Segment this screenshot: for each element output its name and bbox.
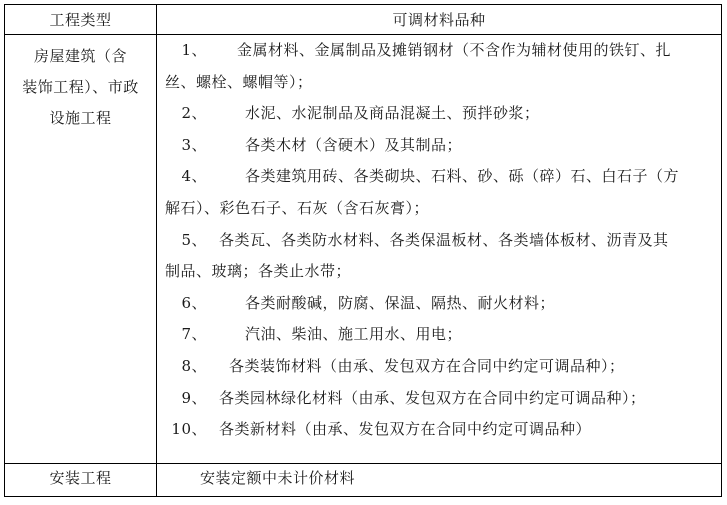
item-text: 各类耐酸碱，防腐、保温、隔热、耐火材料； <box>245 293 556 312</box>
item-text: 各类瓦、各类防水材料、各类保温板材、各类墙体板材、沥青及其 <box>219 230 669 249</box>
item-number: 5、 <box>181 230 207 249</box>
category-building-municipal <box>5 41 156 134</box>
installation-materials: 安装定额中未计价材料 <box>200 469 356 487</box>
material-item-continuation <box>163 67 715 99</box>
item-text: 各类装饰材料（由承、发包双方在合同中约定可调品种）； <box>229 356 625 375</box>
material-item-continuation <box>163 193 715 225</box>
category-line: 房屋建筑（含 <box>33 47 127 65</box>
item-text: 金属材料、金属制品及摊销钢材（不含作为辅材使用的铁钉、扎 <box>237 41 672 59</box>
item-number: 7、 <box>181 325 207 344</box>
item-text: 各类园林绿化材料（由承、发包双方在合同中约定可调品种）； <box>219 388 646 407</box>
header-project-type: 工程类型 <box>49 11 112 29</box>
item-text: 水泥、水泥制品及商品混凝土、预拌砂浆； <box>245 104 540 123</box>
category-line: 装饰工程）、市政 <box>22 78 139 96</box>
material-item <box>163 383 715 415</box>
item-number: 8、 <box>181 356 207 375</box>
item-text: 各类建筑用砖、各类砌块、石料、砂、砾（碎）石、白石子（方 <box>245 167 680 186</box>
item-text: 解石）、彩色石子、石灰（含石灰膏）； <box>165 198 430 217</box>
material-list <box>163 35 715 446</box>
item-text: 各类木材（含硬木）及其制品； <box>245 135 463 154</box>
item-number: 10、 <box>171 420 207 439</box>
header-material-types: 可调材料品种 <box>392 11 486 29</box>
material-item <box>163 161 715 193</box>
row-divider <box>5 463 721 464</box>
item-number: 2、 <box>181 104 207 123</box>
material-item-continuation <box>163 256 715 288</box>
material-item <box>163 414 715 446</box>
item-number: 9、 <box>181 388 207 407</box>
material-item <box>163 130 715 162</box>
material-item <box>163 319 715 351</box>
material-item <box>163 351 715 383</box>
item-number: 1、 <box>181 41 207 59</box>
material-item <box>163 225 715 257</box>
item-text: 丝、螺栓、螺帽等）； <box>165 72 313 91</box>
materials-table <box>4 4 722 497</box>
column-divider <box>156 5 157 496</box>
material-item <box>163 35 715 67</box>
item-text: 各类新材料（由承、发包双方在合同中约定可调品种） <box>219 420 592 439</box>
item-number: 3、 <box>181 135 207 154</box>
category-line: 设施工程 <box>49 109 112 127</box>
item-text: 制品、玻璃；各类止水带； <box>165 262 352 281</box>
item-number: 6、 <box>181 293 207 312</box>
item-number: 4、 <box>181 167 207 186</box>
category-installation: 安装工程 <box>49 469 112 487</box>
material-item <box>163 98 715 130</box>
material-item <box>163 288 715 320</box>
item-text: 汽油、柴油、施工用水、用电； <box>245 325 463 344</box>
